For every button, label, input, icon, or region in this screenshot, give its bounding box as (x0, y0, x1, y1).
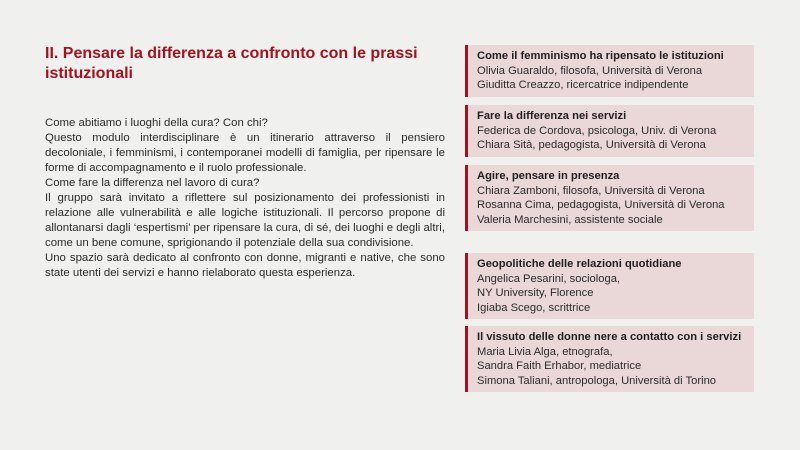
session-heading: Il vissuto delle donne nere a contatto con i servizi (477, 331, 742, 343)
session-heading: Fare la differenza nei servizi (477, 110, 627, 122)
session-card-2 (465, 105, 754, 157)
speaker-line: NY University, Florence (477, 287, 594, 300)
speaker-line: Angelica Pesarini, sociologa, (477, 272, 621, 285)
paragraph-3: Uno spazio sarà dedicato al confronto con donne, migranti e native, che sono state utenti dei servizi e hanno rielaborato questa esperienza. (45, 252, 445, 279)
speaker-line: Federica de Cordova, psicologa, Univ. di Verona (477, 124, 717, 137)
session-card-3 (465, 165, 754, 231)
paragraph-1: Questo modulo interdisciplinare è un itinerario attraverso il pensiero decoloniale, i femminismi, i contemporanei modelli di famiglia, per ripensare le forme di accompagnamento e il ruolo professionale. (45, 132, 445, 174)
question-2: Come fare la differenza nel lavoro di cura? (45, 177, 260, 189)
speaker-line: Rosanna Cima, pedagogista, Università di Verona (477, 199, 725, 212)
speaker-line: Olivia Guaraldo, filosofa, Università di Verona (477, 64, 703, 77)
paragraph-2: Il gruppo sarà invitato a riflettere sul posizionamento dei professionisti in relazione alle vulnerabilità e alle logiche istituzionali. Il percorso propone di allontanarsi dagli ‘espertismi’ per ripensare la cura, di sé, dei luoghi e degli altri, come un bene comune, sprigionando il potenziale della sua condivisione. (45, 192, 445, 249)
speaker-line: Maria Livia Alga, etnografa, (477, 345, 613, 358)
session-card-5 (465, 326, 754, 392)
speaker-line: Chiara Zamboni, filosofa, Università di Verona (477, 184, 705, 197)
session-heading: Agire, pensare in presenza (477, 170, 620, 182)
speaker-line: Sandra Faith Erhabor, mediatrice (477, 360, 642, 373)
session-card-1 (465, 45, 754, 97)
session-heading: Geopolitiche delle relazioni quotidiane (477, 258, 682, 270)
session-card-4 (465, 253, 754, 319)
question-1: Come abitiamo i luoghi della cura? Con chi? (45, 117, 268, 129)
section-title: II. Pensare la differenza a confronto con le prassi istituzionali (45, 45, 418, 82)
speaker-line: Simona Taliani, antropologa, Università di Torino (477, 374, 717, 387)
module-description (45, 116, 445, 281)
speaker-line: Giuditta Creazzo, ricercatrice indipendente (477, 79, 689, 92)
speaker-line: Chiara Sità, pedagogista, Università di Verona (477, 139, 706, 152)
speaker-line: Igiaba Scego, scrittrice (477, 301, 591, 314)
session-heading: Come il femminismo ha ripensato le istituzioni (477, 50, 724, 62)
speaker-line: Valeria Marchesini, assistente sociale (477, 213, 663, 226)
